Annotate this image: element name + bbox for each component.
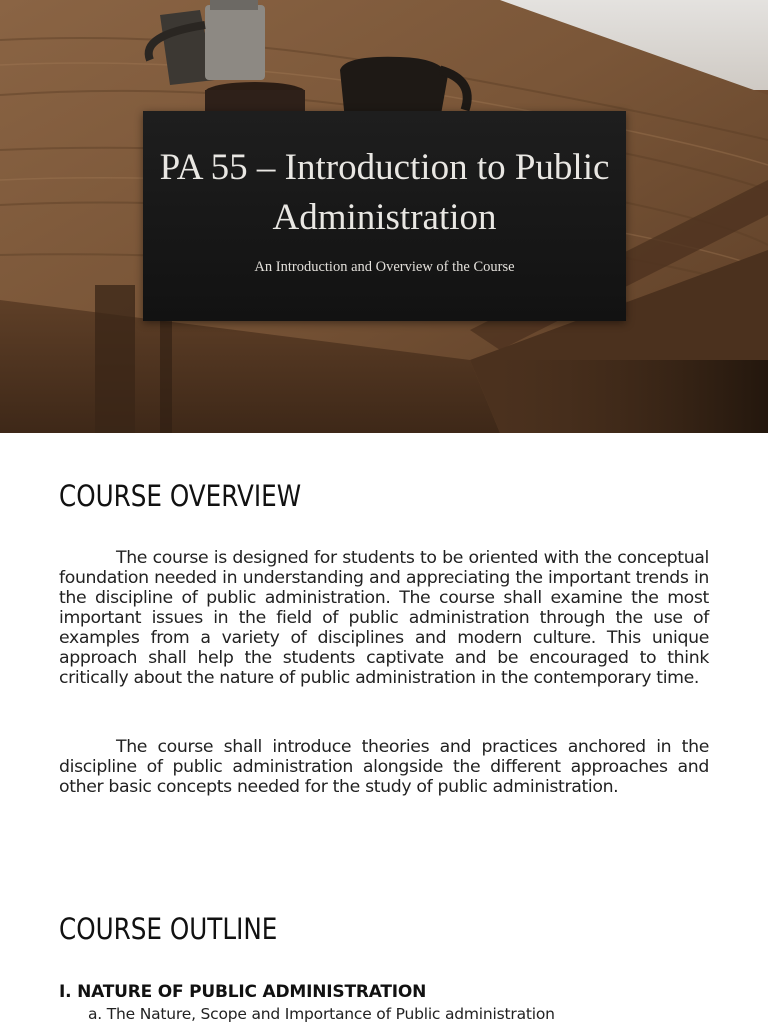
outline-section-title: I. NATURE OF PUBLIC ADMINISTRATION bbox=[59, 982, 427, 1002]
overview-paragraph-2: The course shall introduce theories and practices anchored in the discipline of public administration alongside the different approaches and other basic concepts needed for the study of public administration. bbox=[59, 737, 709, 797]
course-title: PA 55 – Introduction to Public Administration bbox=[159, 147, 610, 238]
overview-paragraph-1: The course is designed for students to be oriented with the conceptual foundation needed in understanding and appreciating the important trends in the discipline of public administration. The course shall examine the most important issues in the field of public administration through the use of examples from a variety of disciplines and modern culture. This unique approach shall help the students captivate and be encouraged to think critically about the nature of public administration in the contemporary time. bbox=[59, 548, 709, 688]
course-subtitle: An Introduction and Overview of the Course bbox=[254, 259, 515, 275]
course-outline-heading: COURSE OUTLINE bbox=[59, 912, 278, 946]
title-card bbox=[143, 111, 626, 321]
outline-item: a. The Nature, Scope and Importance of Public administration bbox=[88, 1005, 555, 1023]
course-overview-heading: COURSE OVERVIEW bbox=[59, 479, 302, 513]
